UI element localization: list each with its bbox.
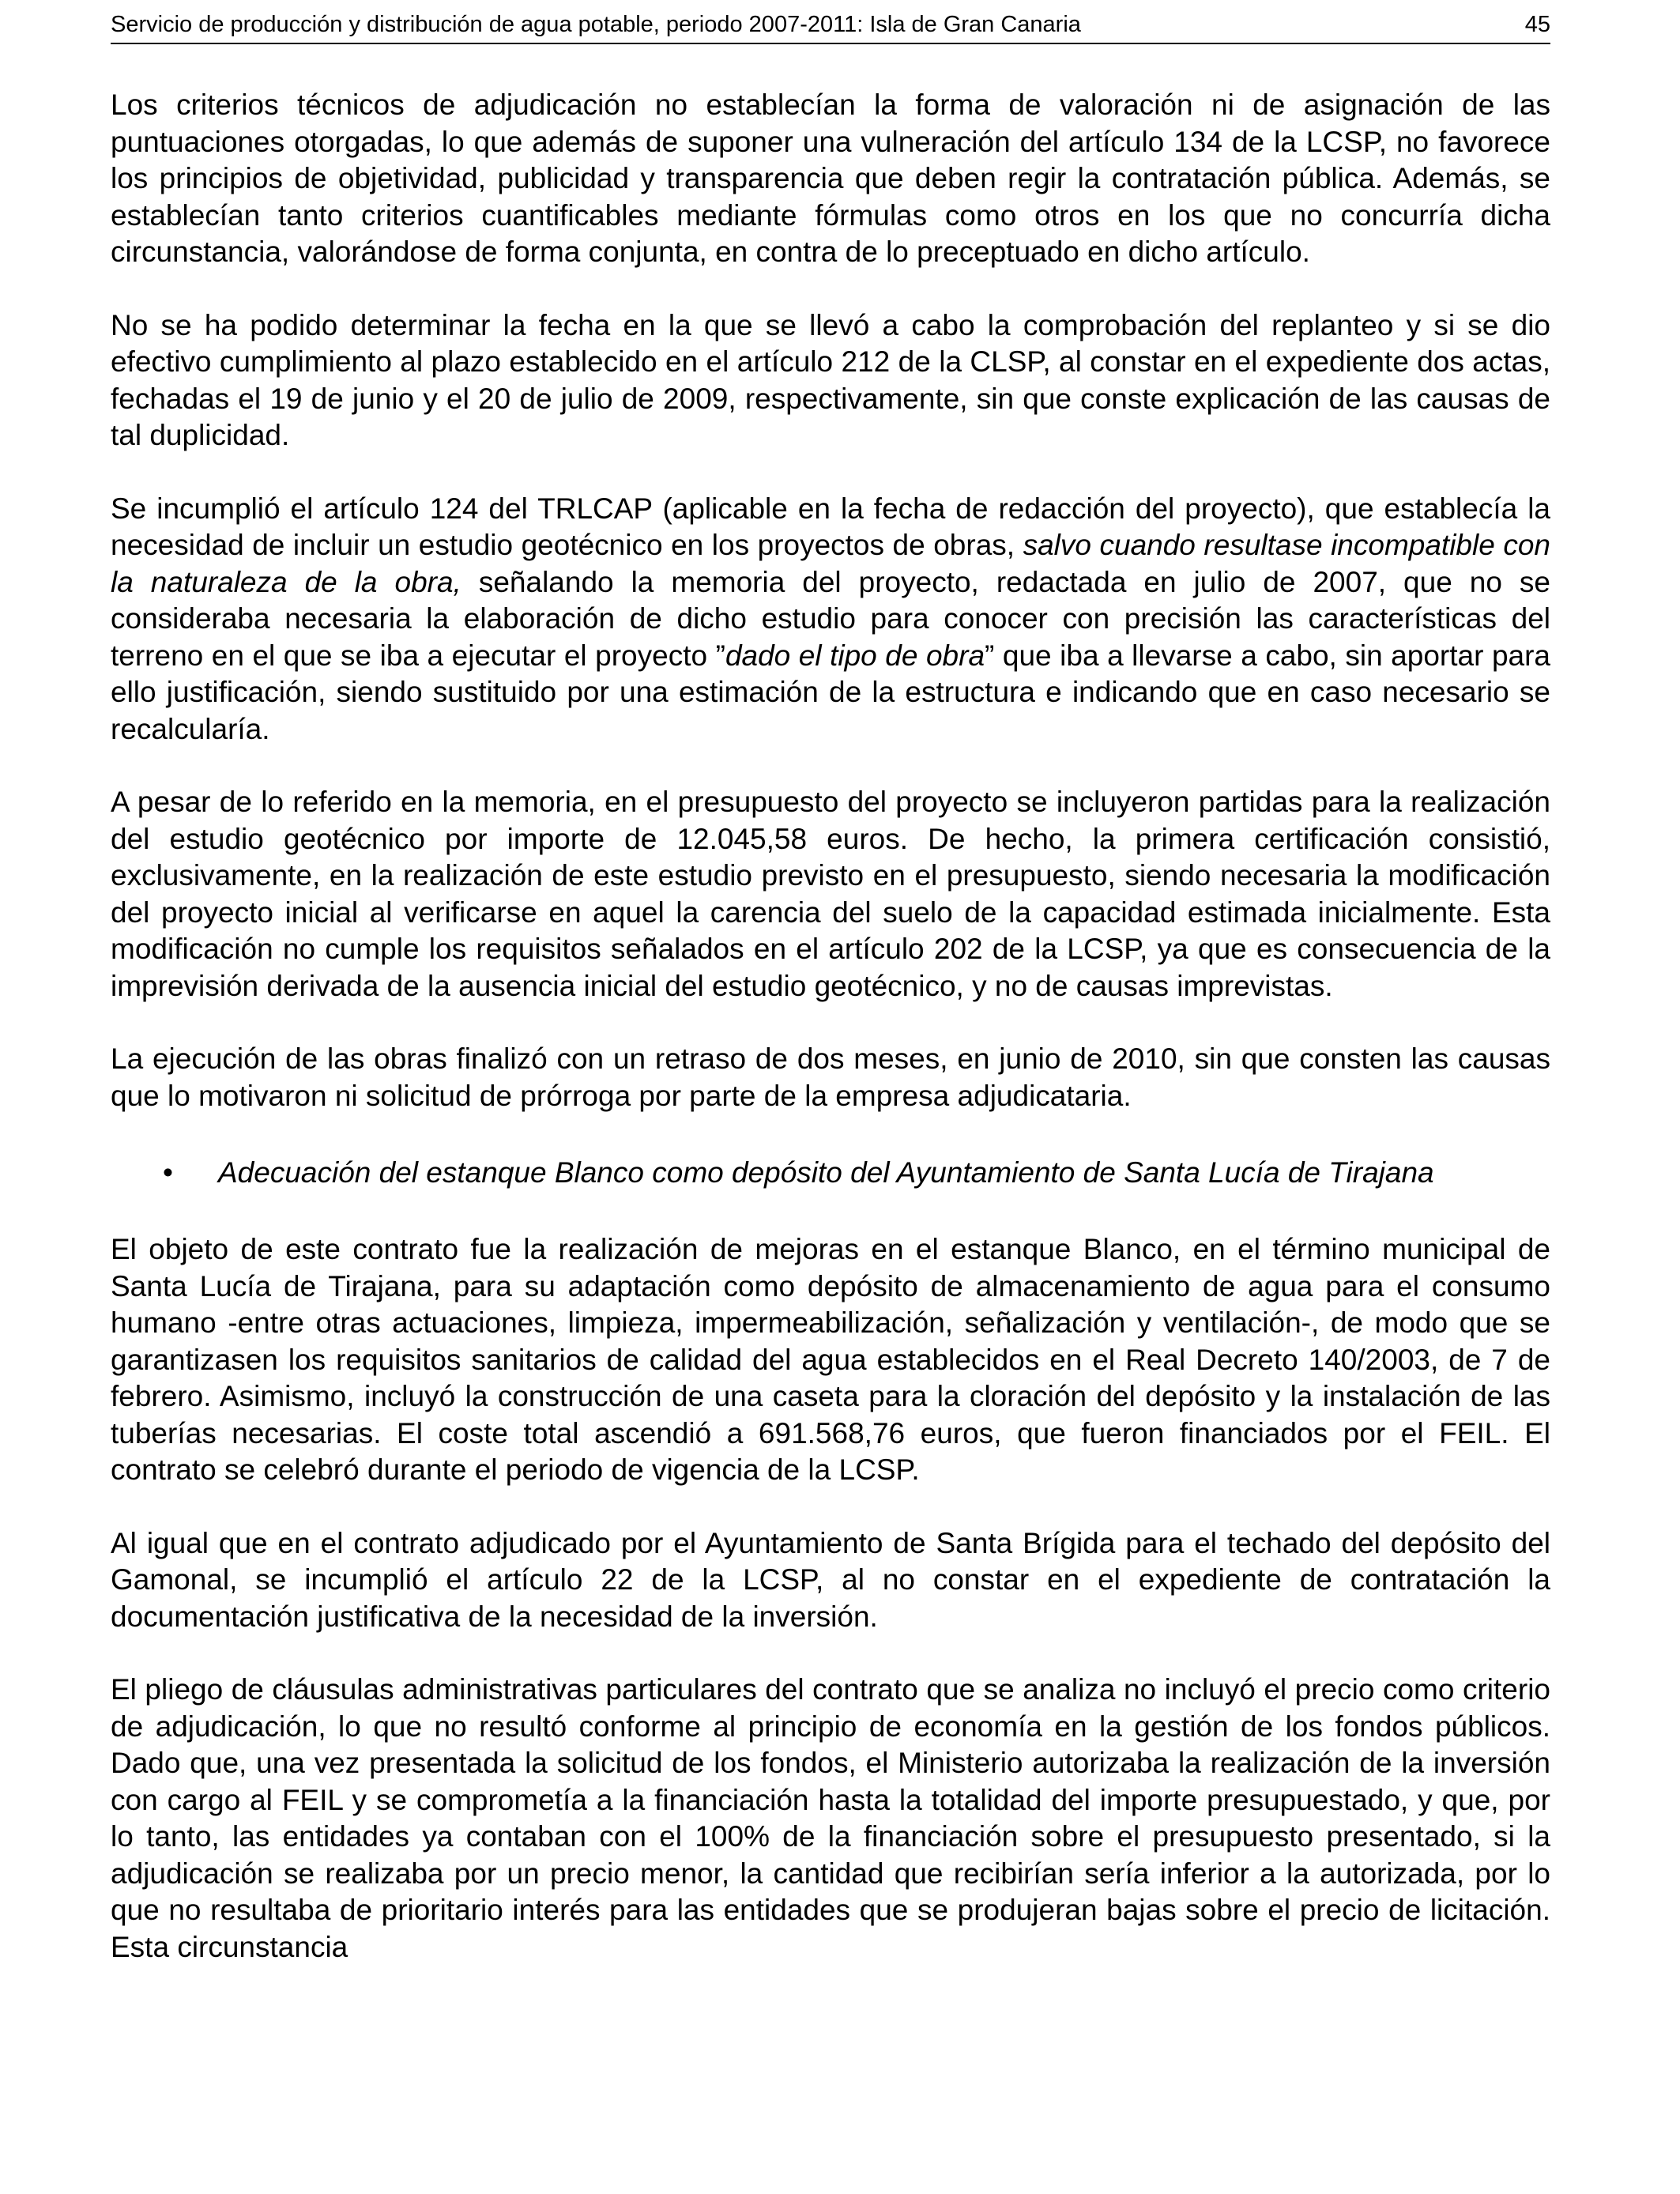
page-header xyxy=(111,6,1550,44)
page-number: 45 xyxy=(1524,12,1550,37)
paragraph-5: La ejecución de las obras finalizó con un retraso de dos meses, en junio de 2010, sin que consten las causas que lo motivaron ni solicitud de prórroga por parte de la empresa adjudicataria. xyxy=(111,1042,1550,1112)
paragraph-7: Al igual que en el contrato adjudicado por el Ayuntamiento de Santa Brígida para el techado del depósito del Gamonal, se incumplió el artículo 22 de la LCSP, al no constar en el expediente de contratación la documentación justificativa de la necesidad de la inversión. xyxy=(111,1526,1550,1633)
paragraph-3-text-a: Se incumplió el artículo 124 del TRLCAP (aplicable en la fecha de redacción del proyecto), que establecía la necesidad de incluir un estudio geotécnico en los proyectos de obras, xyxy=(111,492,1550,561)
paragraph-3 xyxy=(111,491,1550,748)
body-text xyxy=(111,87,1550,1966)
document-page xyxy=(111,0,1550,2194)
paragraph-8: El pliego de cláusulas administrativas particulares del contrato que se analiza no incluyó el precio como criterio de adjudicación, lo que no resultó conforme al principio de economía en la gestión de los fondos públicos. Dado que, una vez presentada la solicitud de los fondos, el Ministerio autorizaba la realización de la inversión con cargo al FEIL y se comprometía a la financiación hasta la totalidad del importe presupuestado, y que, por lo tanto, las entidades ya contaban con el 100% de la financiación sobre el presupuesto presentado, si la adjudicación se realizaba por un precio menor, la cantidad que recibirían sería inferior a la autorizada, por lo que no resultaba de prioritario interés para las entidades que se produjeran bajas sobre el precio de licitación. Esta circunstancia xyxy=(111,1673,1550,1963)
paragraph-1: Los criterios técnicos de adjudicación no establecían la forma de valoración ni de asignación de las puntuaciones otorgadas, lo que además de suponer una vulneración del artículo 134 de la LCSP, no favorece los principios de objetividad, publicidad y transparencia que deben regir la contratación pública. Además, se establecían tanto criterios cuantificables mediante fórmulas como otros en los que no concurría dicha circunstancia, valorándose de forma conjunta, en contra de lo preceptuado en dicho artículo. xyxy=(111,89,1550,268)
paragraph-2: No se ha podido determinar la fecha en la que se llevó a cabo la comprobación del replanteo y si se dio efectivo cumplimiento al plazo establecido en el artículo 212 de la CLSP, al constar en el expediente dos actas, fechadas el 19 de junio y el 20 de julio de 2009, respectivamente, sin que conste explicación de las causas de tal duplicidad. xyxy=(111,308,1550,451)
paragraph-3-text-e: ” que iba a llevarse a cabo, sin aportar para ello justificación, siendo sustituido por una estimación de la estructura e indicando que en caso necesario se recalcularía. xyxy=(111,639,1551,745)
paragraph-4: A pesar de lo referido en la memoria, en el presupuesto del proyecto se incluyeron partidas para la realización del estudio geotécnico por importe de 12.045,58 euros. De hecho, la primera certificación consistió, exclusivamente, en la realización de este estudio previsto en el presupuesto, siendo necesaria la modificación del proyecto inicial al verificarse en aquel la carencia del suelo de la capacidad estimada inicialmente. Esta modificación no cumple los requisitos señalados en el artículo 202 de la LCSP, ya que es consecuencia de la imprevisión derivada de la ausencia inicial del estudio geotécnico, y no de causas imprevistas. xyxy=(111,786,1550,1002)
bullet-heading-text: Adecuación del estanque Blanco como depósito del Ayuntamiento de Santa Lucía de Tirajana xyxy=(218,1156,1434,1189)
header-title: Servicio de producción y distribución de agua potable, periodo 2007-2011: Isla de Gran Canaria xyxy=(111,12,1081,37)
paragraph-3-italic-b: salvo cuando resultase incompatible con la naturaleza de la obra, xyxy=(111,529,1550,598)
paragraph-6: El objeto de este contrato fue la realización de mejoras en el estanque Blanco, en el término municipal de Santa Lucía de Tirajana, para su adaptación como depósito de almacenamiento de agua para el consumo humano -entre otras actuaciones, limpieza, impermeabilización, señalización y ventilación-, de modo que se garantizasen los requisitos sanitarios de calidad del agua establecidos en el Real Decreto 140/2003, de 7 de febrero. Asimismo, incluyó la construcción de una caseta para la cloración del depósito y la instalación de las tuberías necesarias. El coste total ascendió a 691.568,76 euros, que fueron financiados por el FEIL. El contrato se celebró durante el periodo de vigencia de la LCSP. xyxy=(111,1233,1550,1486)
paragraph-3-italic-d: dado el tipo de obra xyxy=(725,639,985,672)
bullet-heading xyxy=(111,1151,1550,1195)
paragraph-3-text-c: señalando la memoria del proyecto, redactada en julio de 2007, que no se consideraba necesaria la elaboración de dicho estudio para conocer con precisión las características del terreno en el que se iba a ejecutar el proyecto ” xyxy=(111,565,1551,672)
bullet-mark: • xyxy=(163,1156,173,1189)
